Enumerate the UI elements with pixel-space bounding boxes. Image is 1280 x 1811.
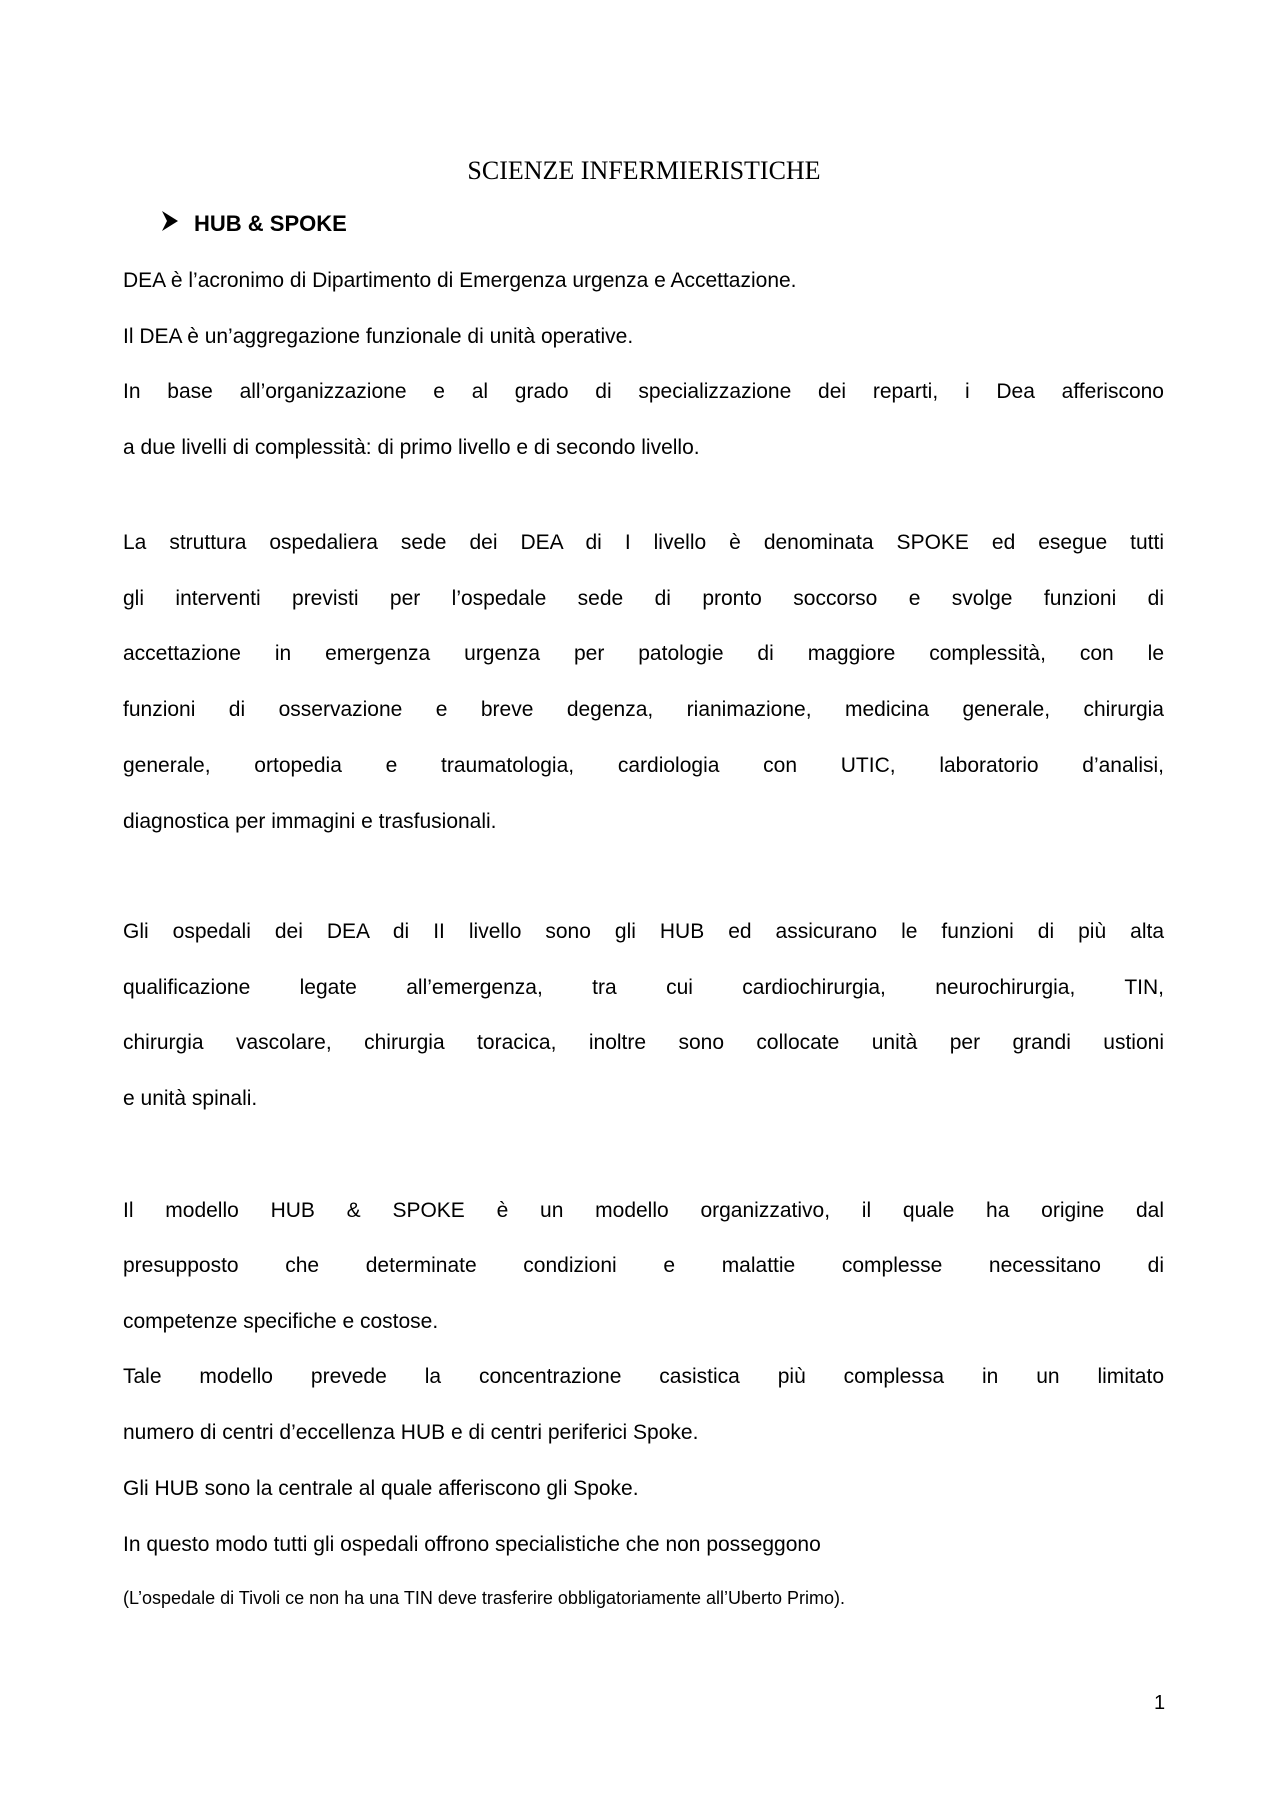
paragraph-line: Tale modello prevede la concentrazione casistica più complessa in un limitato [123, 1365, 1164, 1388]
section-heading [160, 210, 347, 238]
document-title: SCIENZE INFERMIERISTICHE [467, 156, 821, 185]
footnote-line: (L’ospedale di Tivoli ce non ha una TIN deve trasferire obbligatoriamente all’Uberto Primo). [123, 1588, 846, 1608]
paragraph-line: chirurgia vascolare, chirurgia toracica, inoltre sono collocate unità per grandi ustioni [123, 1031, 1164, 1054]
paragraph-line: presupposto che determinate condizioni e malattie complesse necessitano di [123, 1254, 1164, 1277]
paragraph-line: a due livelli di complessità: di primo livello e di secondo livello. [123, 436, 700, 459]
paragraph-line: generale, ortopedia e traumatologia, cardiologia con UTIC, laboratorio d’analisi, [123, 754, 1164, 777]
paragraph-line: Gli HUB sono la centrale al quale afferiscono gli Spoke. [123, 1477, 639, 1500]
paragraph-line: funzioni di osservazione e breve degenza, rianimazione, medicina generale, chirurgia [123, 698, 1164, 721]
paragraph-line: qualificazione legate all’emergenza, tra cui cardiochirurgia, neurochirurgia, TIN, [123, 976, 1164, 999]
paragraph-line: Il DEA è un’aggregazione funzionale di unità operative. [123, 325, 634, 348]
paragraph-line: competenze specifiche e costose. [123, 1310, 439, 1333]
arrowhead-bullet-icon [160, 210, 180, 238]
paragraph-line: In base all’organizzazione e al grado di specializzazione dei reparti, i Dea afferiscono [123, 380, 1164, 403]
paragraph-line: diagnostica per immagini e trasfusionali. [123, 810, 497, 833]
section-heading-text: HUB & SPOKE [194, 211, 347, 236]
paragraph-line: e unità spinali. [123, 1087, 258, 1110]
paragraph-line: DEA è l’acronimo di Dipartimento di Emergenza urgenza e Accettazione. [123, 269, 797, 292]
paragraph-line: Gli ospedali dei DEA di II livello sono gli HUB ed assicurano le funzioni di più alta [123, 920, 1164, 943]
paragraph-line: In questo modo tutti gli ospedali offrono specialistiche che non posseggono [123, 1533, 821, 1556]
paragraph-line: gli interventi previsti per l’ospedale sede di pronto soccorso e svolge funzioni di [123, 587, 1164, 610]
paragraph-line: numero di centri d’eccellenza HUB e di centri periferici Spoke. [123, 1421, 699, 1444]
paragraph-line: La struttura ospedaliera sede dei DEA di I livello è denominata SPOKE ed esegue tutti [123, 531, 1164, 554]
paragraph-line: Il modello HUB & SPOKE è un modello organizzativo, il quale ha origine dal [123, 1199, 1164, 1222]
page-number: 1 [1154, 1692, 1166, 1714]
paragraph-line: accettazione in emergenza urgenza per patologie di maggiore complessità, con le [123, 642, 1164, 665]
